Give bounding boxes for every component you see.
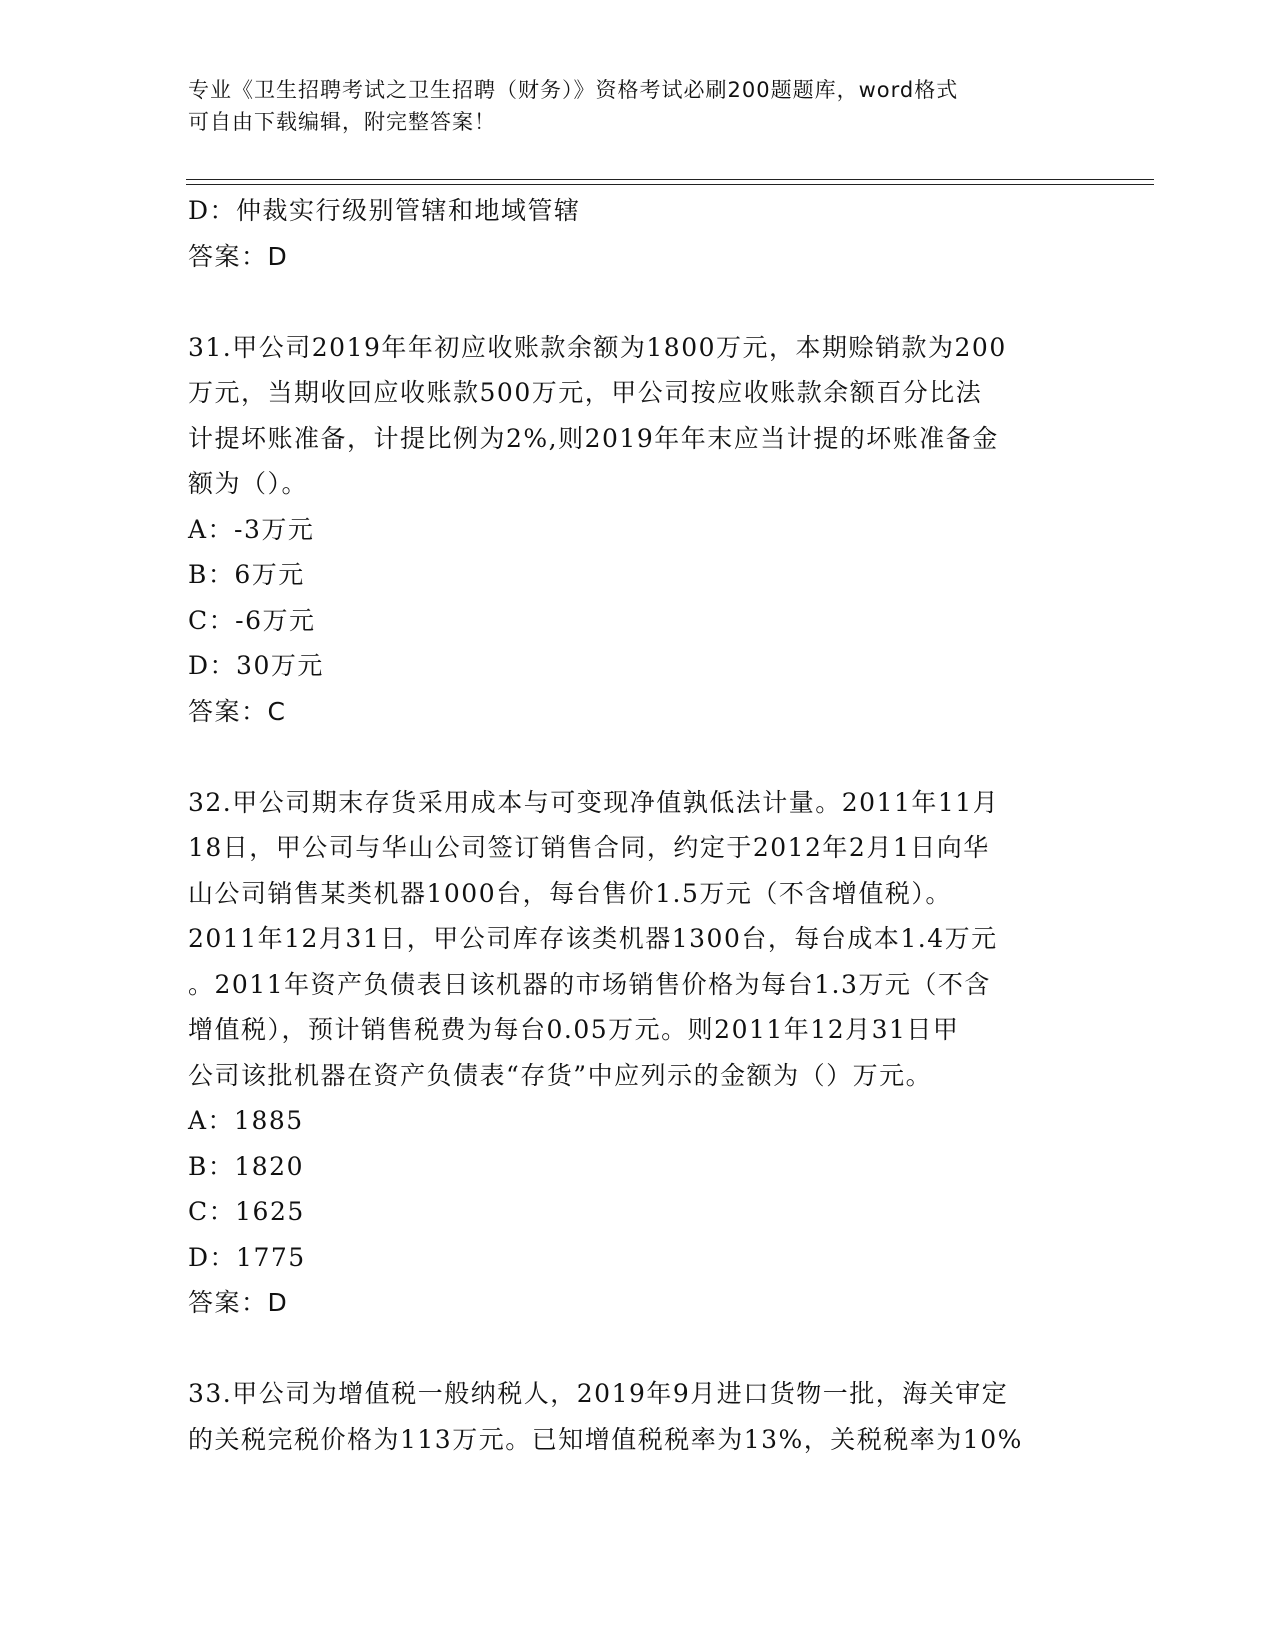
question-32 xyxy=(188,780,1088,1326)
question-32-line: 32.甲公司期末存货采用成本与可变现净值孰低法计量。2011年11月 xyxy=(188,787,1000,817)
question-31-option-c: C：-6万元 xyxy=(188,605,316,635)
question-31-line: 31.甲公司2019年年初应收账款余额为1800万元，本期赊销款为200 xyxy=(188,332,1007,362)
header-rule-top xyxy=(186,179,1154,180)
question-31-option-a: A：-3万元 xyxy=(188,514,315,544)
question-33-line: 的关税完税价格为113万元。已知增值税税率为13%，关税税率为10% xyxy=(188,1424,1023,1454)
question-32-line: 2011年12月31日，甲公司库存该类机器1300台，每台成本1.4万元 xyxy=(188,924,998,953)
question-31-option-b: B：6万元 xyxy=(188,560,305,589)
question-32-option-a: A：1885 xyxy=(188,1106,304,1135)
spacer xyxy=(188,734,1088,780)
page-header xyxy=(188,74,1068,138)
prev-answer: 答案：D xyxy=(188,241,289,271)
prev-option-d: D：仲裁实行级别管辖和地域管辖 xyxy=(188,196,581,225)
question-32-line: 增值税），预计销售税费为每台0.05万元。则2011年12月31日甲 xyxy=(188,1015,960,1044)
question-31 xyxy=(188,325,1088,735)
question-33-line: 33.甲公司为增值税一般纳税人，2019年9月进口货物一批，海关审定 xyxy=(188,1379,1009,1408)
question-31-option-d: D：30万元 xyxy=(188,651,324,680)
question-32-line: 山公司销售某类机器1000台，每台售价1.5万元（不含增值税）。 xyxy=(188,878,952,908)
question-31-answer: 答案：C xyxy=(188,696,287,726)
header-rule-bottom xyxy=(186,184,1154,185)
spacer xyxy=(188,279,1088,325)
question-32-option-d: D：1775 xyxy=(188,1242,306,1272)
question-content xyxy=(188,188,1088,1462)
header-line-1: 专业《卫生招聘考试之卫生招聘（财务）》资格考试必刷200题题库，word格式 xyxy=(188,78,959,102)
spacer xyxy=(188,1326,1088,1372)
question-32-line: 公司该批机器在资产负债表“存货”中应列示的金额为（）万元。 xyxy=(188,1060,933,1090)
question-32-answer: 答案：D xyxy=(188,1288,289,1317)
question-31-line: 额为（）。 xyxy=(188,469,309,498)
question-31-line: 计提坏账准备，计提比例为2%,则2019年年末应当计提的坏账准备金 xyxy=(188,423,999,453)
question-32-line: 18日，甲公司与华山公司签订销售合同，约定于2012年2月1日向华 xyxy=(188,833,990,862)
question-31-line: 万元，当期收回应收账款500万元，甲公司按应收账款余额百分比法 xyxy=(188,378,983,407)
header-line-2: 可自由下载编辑，附完整答案！ xyxy=(188,110,496,134)
question-32-option-b: B：1820 xyxy=(188,1151,304,1181)
question-32-option-c: C：1625 xyxy=(188,1197,305,1226)
question-32-line: 。2011年资产负债表日该机器的市场销售价格为每台1.3万元（不含 xyxy=(188,969,991,999)
question-33 xyxy=(188,1371,1088,1462)
